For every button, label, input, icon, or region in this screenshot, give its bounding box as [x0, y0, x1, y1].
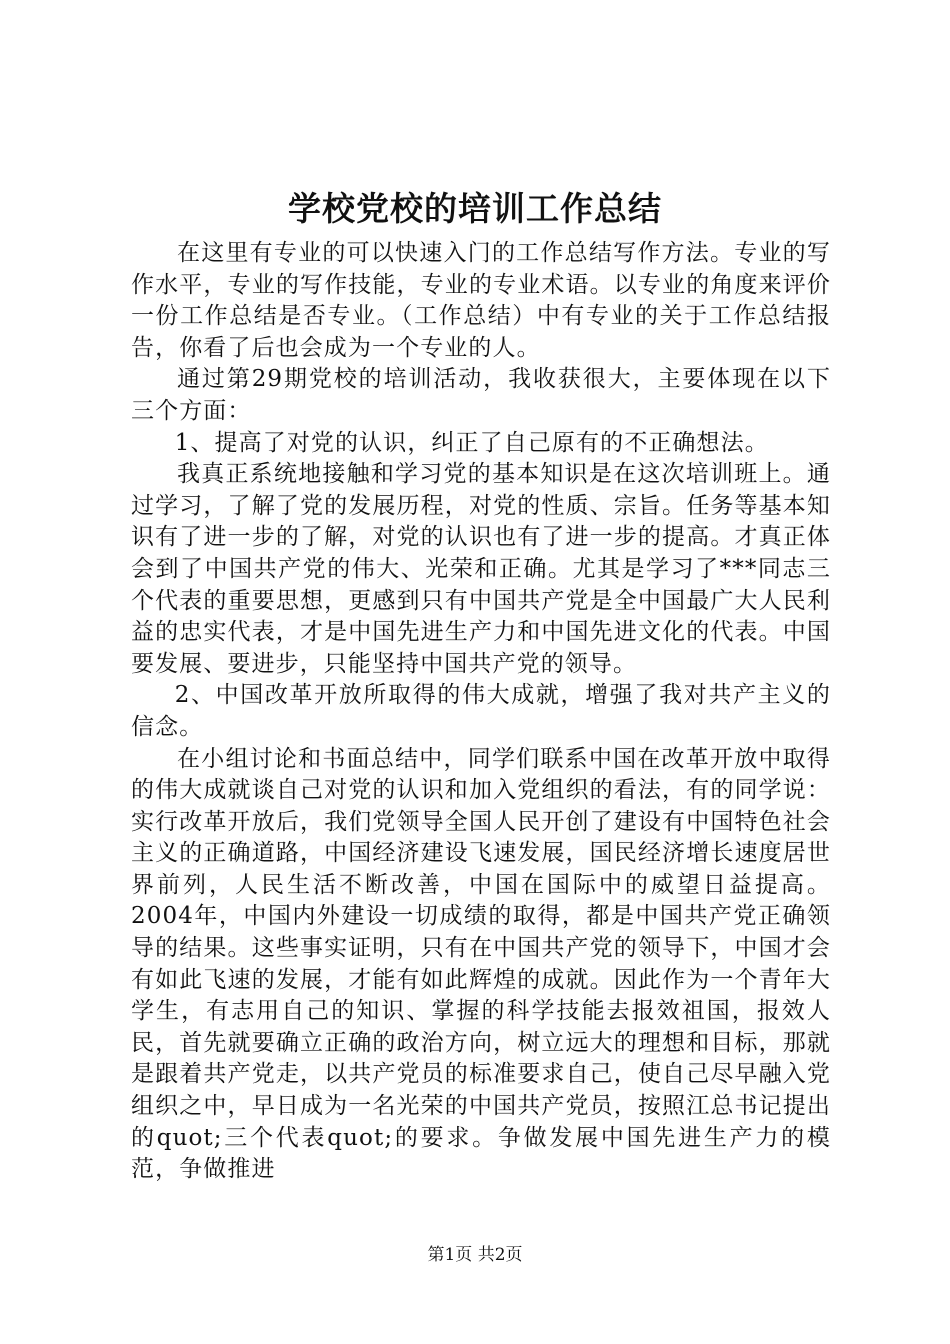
paragraph-point-2: 2、中国改革开放所取得的伟大成就，增强了我对共产主义的信念。 [131, 682, 831, 740]
paragraph-point-1: 1、提高了对党的认识，纠正了自己原有的不正确想法。 [174, 429, 769, 456]
paragraph-overview: 通过第29期党校的培训活动，我收获很大，主要体现在以下三个方面： [131, 366, 831, 424]
paragraph-point-1-body: 我真正系统地接触和学习党的基本知识是在这次培训班上。通过学习，了解了党的发展历程，对党的性质、宗旨。任务等基本知识有了进一步的了解，对党的认识也有了进一步的提高。才真正体会到了中国共产党的伟大、光荣和正确。尤其是学习了***同志三个代表的重要思想，更感到只有中国共产党是全中国最广大人民利益的忠实代表，才是中国先进生产力和中国先进文化的代表。中国要发展、要进步，只能坚持中国共产党的领导。 [131, 461, 831, 677]
paragraph-intro: 在这里有专业的可以快速入门的工作总结写作方法。专业的写作水平，专业的写作技能，专业的专业术语。以专业的角度来评价一份工作总结是否专业。（工作总结）中有专业的关于工作总结报告，你看了后也会成为一个专业的人。 [131, 240, 831, 361]
page-number-footer: 第1页 共2页 [427, 1245, 523, 1265]
document-body [131, 238, 831, 1186]
document-title: 学校党校的培训工作总结 [288, 189, 662, 228]
paragraph-point-2-body: 在小组讨论和书面总结中，同学们联系中国在改革开放中取得的伟大成就谈自己对党的认识和加入党组织的看法，有的同学说：实行改革开放后，我们党领导全国人民开创了建设有中国特色社会主义的正确道路，中国经济建设飞速发展，国民经济增长速度居世界前列，人民生活不断改善，中国在国际中的威望日益提高。2004年，中国内外建设一切成绩的取得，都是中国共产党正确领导的结果。这些事实证明，只有在中国共产党的领导下，中国才会有如此飞速的发展，才能有如此辉煌的成就。因此作为一个青年大学生，有志用自己的知识、掌握的科学技能去报效祖国，报效人民，首先就要确立正确的政治方向，树立远大的理想和目标，那就是跟着共产党走，以共产党员的标准要求自己，使自己尽早融入党组织之中，早日成为一名光荣的中国共产党员，按照江总书记提出的quot;三个代表quot;的要求。争做发展中国先进生产力的模范，争做推进 [131, 745, 831, 1183]
